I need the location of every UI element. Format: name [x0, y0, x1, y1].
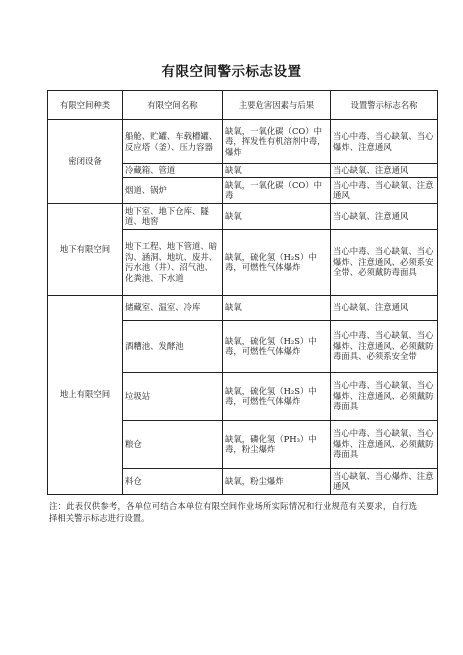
table-row — [48, 203, 438, 229]
hazard-cell: 缺氧 — [223, 203, 331, 229]
hazard-cell: 缺氧，硫化氢（H₂S）中毒，可燃性气体爆炸 — [223, 320, 331, 372]
space-name-cell: 烟道、锅炉 — [123, 177, 223, 203]
header-hazard: 主要危害因素与后果 — [223, 91, 331, 120]
hazard-cell: 缺氧，硫化氢（H₂S）中毒，可燃性气体爆炸 — [223, 229, 331, 295]
space-name-cell: 粮仓 — [123, 420, 223, 468]
space-name-cell: 地下室、地下仓库、隧道、地窖 — [123, 203, 223, 229]
table-header-row — [48, 91, 438, 120]
hazard-cell: 缺氧，硫化氢（H₂S）中毒，可燃性气体爆炸 — [223, 372, 331, 420]
page-title: 有限空间警示标志设置 — [161, 64, 302, 80]
warning-sign-cell: 当心中毒、当心缺氧、注意通风 — [331, 177, 438, 203]
warning-sign-cell: 当心缺氧、注意通风 — [331, 164, 438, 178]
warning-sign-cell: 当心缺氧、注意通风 — [331, 295, 438, 320]
warning-sign-cell: 当心中毒、当心缺氧、当心爆炸、注意通风 — [331, 120, 438, 164]
hazard-cell: 缺氧，粉尘爆炸 — [223, 468, 331, 494]
hazard-cell: 缺氧，磷化氢（PH₃）中毒，粉尘爆炸 — [223, 420, 331, 468]
space-name-cell: 船舱、贮罐、车载槽罐、反应塔（釜）、压力容器 — [123, 120, 223, 164]
category-cell: 密闭设备 — [48, 120, 123, 204]
space-name-cell: 垃圾站 — [123, 372, 223, 420]
table-row — [48, 295, 438, 320]
space-name-cell: 料仓 — [123, 468, 223, 494]
warning-sign-cell: 当心中毒、当心缺氧、当心爆炸、注意通风、必须戴防毒面具 — [331, 372, 438, 420]
category-cell: 地上有限空间 — [48, 295, 123, 494]
table-row — [48, 120, 438, 164]
warning-sign-cell: 当心缺氧、注意通风 — [331, 203, 438, 229]
hazard-cell: 缺氧 — [223, 295, 331, 320]
header-category: 有限空间种类 — [48, 91, 123, 120]
header-space-name: 有限空间名称 — [123, 91, 223, 120]
warning-sign-cell: 当心缺氧、当心爆炸、注意通风 — [331, 468, 438, 494]
space-name-cell: 地下工程、地下管道、暗沟、涵洞、地坑、废井、污水池（井）、沼气池、化粪池、下水道 — [123, 229, 223, 295]
category-cell: 地下有限空间 — [48, 203, 123, 295]
warning-sign-cell: 当心中毒、当心缺氧、当心爆炸、注意通风、必须系安全带、必须戴防毒面具 — [331, 229, 438, 295]
header-warning-sign: 设置警示标志名称 — [331, 91, 438, 120]
space-name-cell: 储藏室、温室、冷库 — [123, 295, 223, 320]
space-name-cell: 冷藏箱、管道 — [123, 164, 223, 178]
hazard-cell: 缺氧，一氧化碳（CO）中毒 — [223, 177, 331, 203]
warning-sign-cell: 当心中毒、当心缺氧、当心爆炸、注意通风、必须戴防毒面具、必须系安全带 — [331, 320, 438, 372]
footnote: 注：此表仅供参考，各单位可结合本单位有限空间作业场所实际情况和行业规范有关要求，自行选择相关警示标志进行设置。 — [49, 501, 417, 523]
hazard-cell: 缺氧 — [223, 164, 331, 178]
warning-sign-table — [47, 90, 438, 495]
hazard-cell: 缺氧，一氧化碳（CO）中毒，挥发性有机溶剂中毒，爆炸 — [223, 120, 331, 164]
warning-sign-cell: 当心中毒、当心缺氧、当心爆炸、注意通风、必须戴防毒面具 — [331, 420, 438, 468]
space-name-cell: 酒糟池、发酵池 — [123, 320, 223, 372]
